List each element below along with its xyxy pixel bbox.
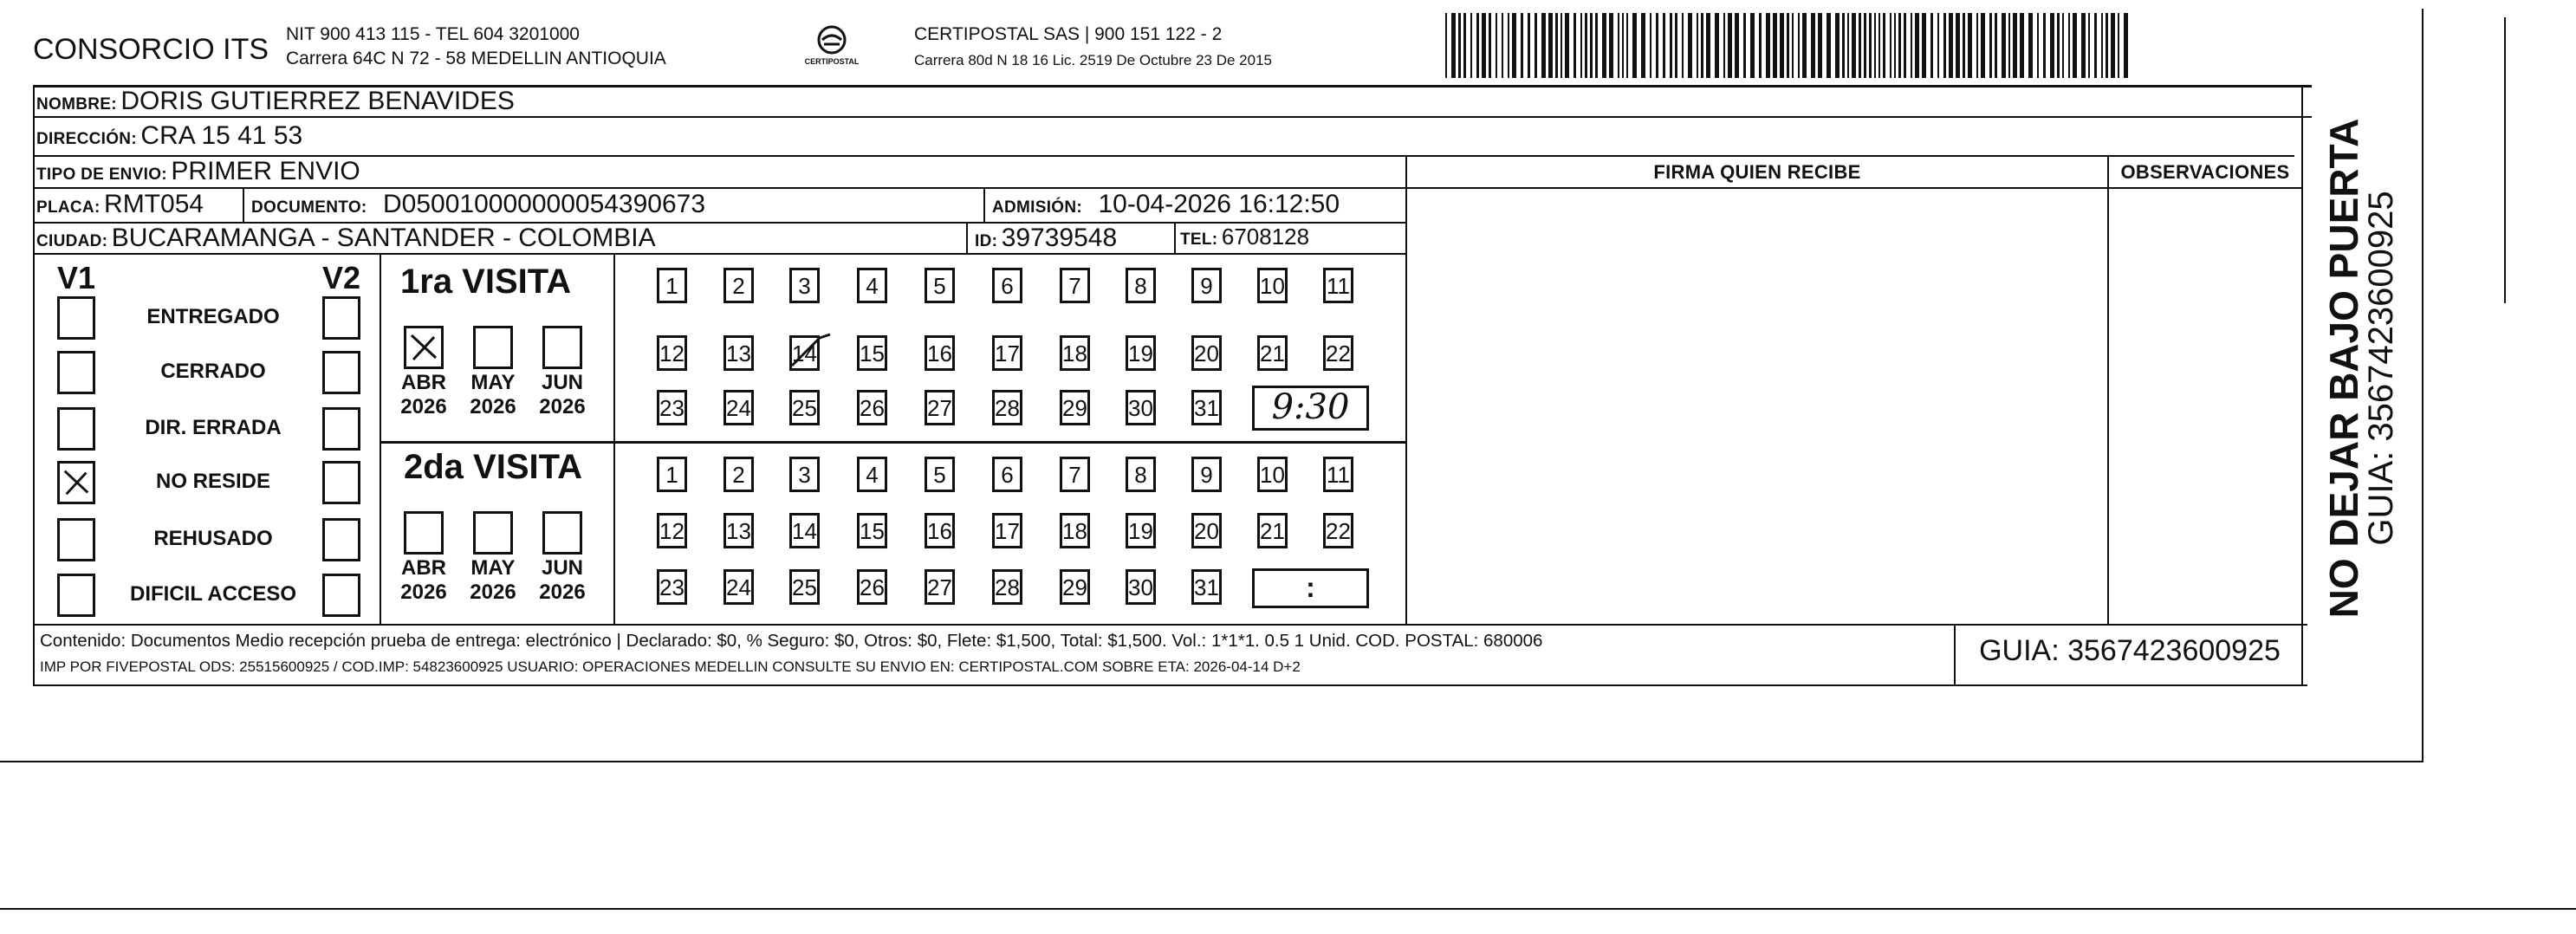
barcode-bar bbox=[1445, 13, 1447, 78]
barcode-bar bbox=[2106, 13, 2108, 78]
first-year-label: 2026 bbox=[400, 395, 447, 418]
second-visit-day[interactable]: 10 bbox=[1257, 457, 1288, 492]
firma-header: FIRMA QUIEN RECIBE bbox=[1653, 161, 1861, 183]
v1-checkbox[interactable] bbox=[57, 407, 95, 451]
barcode-bar bbox=[1750, 13, 1755, 78]
v2-checkbox[interactable] bbox=[322, 296, 360, 340]
v1-checkbox[interactable] bbox=[57, 574, 95, 617]
barcode-bar bbox=[1915, 13, 1919, 78]
barcode-bar bbox=[1811, 13, 1815, 78]
first-visit-day[interactable]: 19 bbox=[1126, 335, 1156, 371]
v1-checkbox[interactable] bbox=[57, 461, 95, 504]
id-label: ID: bbox=[975, 232, 998, 250]
first-year-label: 2026 bbox=[470, 395, 516, 418]
second-visit-day[interactable]: 31 bbox=[1191, 569, 1222, 605]
barcode-bar bbox=[1521, 13, 1523, 78]
first-visit-day[interactable]: 24 bbox=[723, 390, 754, 425]
barcode-bar bbox=[1890, 13, 1891, 78]
second-visit-day[interactable]: 20 bbox=[1191, 513, 1222, 548]
barcode-bar bbox=[1626, 13, 1628, 78]
barcode-bar bbox=[1943, 13, 1946, 78]
barcode-bar bbox=[1622, 13, 1624, 78]
direccion-label: DIRECCIÓN: bbox=[36, 130, 137, 148]
barcode-bar bbox=[1476, 13, 1479, 78]
barcode-bar bbox=[2073, 13, 2077, 78]
barcode-bar bbox=[1878, 13, 1880, 78]
barcode-bar bbox=[2008, 13, 2010, 78]
barcode-bar bbox=[1463, 13, 1466, 78]
barcode-bar bbox=[1852, 13, 1856, 78]
barcode-bar bbox=[1502, 13, 1503, 78]
barcode-bar bbox=[2037, 13, 2039, 78]
second-visit-day[interactable]: 8 bbox=[1126, 457, 1156, 492]
barcode-bar bbox=[1963, 13, 1965, 78]
barcode-bar bbox=[1728, 13, 1732, 78]
documento-row bbox=[251, 190, 705, 219]
barcode-bar bbox=[2020, 13, 2024, 78]
barcode-bar bbox=[1766, 13, 1770, 78]
second-month-checkbox[interactable] bbox=[404, 511, 444, 555]
second-visit-day[interactable]: 15 bbox=[857, 513, 887, 548]
barcode-bar bbox=[1759, 13, 1762, 78]
barcode-bar bbox=[1528, 13, 1530, 78]
barcode-bar bbox=[1883, 13, 1885, 78]
barcode-bar bbox=[1859, 13, 1861, 78]
barcode-bar bbox=[2002, 13, 2006, 78]
barcode-bar bbox=[1595, 13, 1598, 78]
barcode-bar bbox=[1602, 13, 1606, 78]
barcode-bar bbox=[1701, 13, 1703, 78]
first-visit-day[interactable]: 10 bbox=[1257, 268, 1288, 303]
second-year-label: 2026 bbox=[400, 581, 447, 604]
second-visit-day[interactable]: 30 bbox=[1126, 569, 1156, 605]
id-row bbox=[975, 224, 1117, 253]
status-option-label: NO RESIDE bbox=[155, 470, 271, 493]
barcode-bar bbox=[1590, 13, 1593, 78]
first-visit-time[interactable] bbox=[1252, 386, 1369, 431]
barcode-bar bbox=[1663, 13, 1665, 78]
second-visit-day[interactable]: 29 bbox=[1060, 569, 1090, 605]
nombre-label: NOMBRE: bbox=[36, 95, 117, 114]
check-mark-icon bbox=[406, 328, 441, 366]
second-visit-day[interactable]: 3 bbox=[789, 457, 820, 492]
barcode-bar bbox=[1574, 13, 1576, 78]
barcode-bar bbox=[1641, 13, 1645, 78]
barcode-bar bbox=[1894, 13, 1896, 78]
barcode-bar bbox=[2050, 13, 2054, 78]
first-visit-day[interactable]: 30 bbox=[1126, 390, 1156, 425]
first-visit-day[interactable]: 13 bbox=[723, 335, 754, 371]
second-visit-day[interactable]: 19 bbox=[1126, 513, 1156, 548]
barcode-bar bbox=[1956, 13, 1960, 78]
placa-value: RMT054 bbox=[104, 190, 204, 218]
barcode-bar bbox=[1697, 13, 1698, 78]
second-visit-day[interactable]: 5 bbox=[925, 457, 955, 492]
second-visit-day[interactable]: 23 bbox=[657, 569, 687, 605]
first-visit-day[interactable]: 20 bbox=[1191, 335, 1222, 371]
imp-text: IMP POR FIVEPOSTAL ODS: 25515600925 / COD.IMP: 54823600925 USUARIO: OPERACIONES MEDELLIN CONSULTE SU ENVIO EN: CERTIPOSTAL.COM SOBRE ETA: 2026-04-14 D+2 bbox=[40, 658, 1301, 675]
observaciones-header: OBSERVACIONES bbox=[2120, 161, 2290, 183]
first-visit-day[interactable]: 28 bbox=[992, 390, 1022, 425]
v1-checkbox[interactable] bbox=[57, 351, 95, 394]
tipo-row bbox=[36, 157, 360, 186]
second-visit-day[interactable]: 14 bbox=[789, 513, 820, 548]
barcode-bar bbox=[1555, 13, 1558, 78]
tipo-label: TIPO DE ENVIO: bbox=[36, 165, 167, 184]
status-option-label: DIFICIL ACCESO bbox=[129, 582, 296, 606]
barcode-bar bbox=[2057, 13, 2060, 78]
second-month-label: ABR bbox=[401, 556, 446, 580]
observaciones-area[interactable] bbox=[2110, 189, 2300, 622]
status-option-label: CERRADO bbox=[160, 360, 266, 383]
second-month-label: JUN bbox=[541, 556, 583, 580]
first-visit-day[interactable]: 31 bbox=[1191, 390, 1222, 425]
tel-row bbox=[1180, 224, 1309, 250]
id-value: 39739548 bbox=[1001, 224, 1118, 252]
barcode-bar bbox=[1968, 13, 1972, 78]
first-visit-day[interactable]: 12 bbox=[657, 335, 687, 371]
barcode-bar bbox=[1496, 13, 1497, 78]
first-month-checkbox[interactable] bbox=[542, 326, 582, 369]
barcode-bar bbox=[1743, 13, 1746, 78]
second-visit-time-value: : bbox=[1306, 572, 1315, 603]
v1-header: V1 bbox=[57, 260, 96, 295]
second-visit-title: 2da VISITA bbox=[404, 448, 582, 486]
barcode-bar bbox=[1470, 13, 1472, 78]
carrier-name: CERTIPOSTAL SAS | 900 151 122 - 2 bbox=[914, 24, 1223, 44]
barcode-bar bbox=[1995, 13, 1997, 78]
second-visit-day[interactable]: 2 bbox=[723, 457, 754, 492]
barcode-bar bbox=[1911, 13, 1912, 78]
barcode-bar bbox=[1976, 13, 1978, 78]
v1-checkbox[interactable] bbox=[57, 518, 95, 561]
barcode-bar bbox=[1827, 13, 1831, 78]
second-year-label: 2026 bbox=[539, 581, 586, 604]
second-visit-time[interactable] bbox=[1252, 568, 1369, 608]
first-visit-day[interactable]: 2 bbox=[723, 268, 754, 303]
second-visit-day[interactable]: 1 bbox=[657, 457, 687, 492]
nombre-value: DORIS GUTIERREZ BENAVIDES bbox=[120, 87, 515, 115]
second-visit-day[interactable]: 25 bbox=[789, 569, 820, 605]
first-year-label: 2026 bbox=[539, 395, 586, 418]
barcode-bar bbox=[1949, 13, 1953, 78]
barcode-bar bbox=[1898, 13, 1901, 78]
status-option-label: REHUSADO bbox=[153, 527, 273, 550]
barcode-bar bbox=[1735, 13, 1739, 78]
barcode-bar bbox=[1489, 13, 1491, 78]
direccion-row bbox=[36, 121, 302, 151]
second-visit-day[interactable]: 16 bbox=[925, 513, 955, 548]
direccion-value: CRA 15 41 53 bbox=[140, 121, 303, 150]
second-visit-day[interactable]: 27 bbox=[925, 569, 955, 605]
barcode-bar bbox=[2068, 13, 2070, 78]
tipo-value: PRIMER ENVIO bbox=[171, 157, 360, 185]
certipostal-logo bbox=[801, 23, 862, 75]
company-name: CONSORCIO ITS bbox=[33, 33, 269, 66]
v2-checkbox[interactable] bbox=[322, 518, 360, 561]
barcode-bar bbox=[1787, 13, 1789, 78]
first-visit-day[interactable]: 4 bbox=[857, 268, 887, 303]
first-month-checkbox[interactable] bbox=[404, 326, 444, 369]
tel-value: 6708128 bbox=[1221, 224, 1310, 250]
barcode-bar bbox=[1618, 13, 1619, 78]
ciudad-label: CIUDAD: bbox=[36, 232, 108, 250]
first-visit-day[interactable]: 3 bbox=[789, 268, 820, 303]
status-option-label: DIR. ERRADA bbox=[145, 416, 282, 439]
barcode-bar bbox=[2088, 13, 2090, 78]
barcode-bar bbox=[1792, 13, 1794, 78]
first-visit-day[interactable]: 14 bbox=[789, 335, 820, 371]
first-visit-day[interactable]: 21 bbox=[1257, 335, 1288, 371]
barcode-bar bbox=[1706, 13, 1710, 78]
first-visit-day[interactable]: 9 bbox=[1191, 268, 1222, 303]
second-month-checkbox[interactable] bbox=[473, 511, 513, 555]
first-visit-day[interactable]: 27 bbox=[925, 390, 955, 425]
barcode-bar bbox=[1798, 13, 1800, 78]
barcode-bar bbox=[1930, 13, 1933, 78]
barcode-bar bbox=[2124, 13, 2128, 78]
barcode-bar bbox=[1458, 13, 1461, 78]
first-visit-day[interactable]: 11 bbox=[1323, 268, 1353, 303]
ciudad-value: BUCARAMANGA - SANTANDER - COLOMBIA bbox=[111, 224, 656, 252]
barcode-bar bbox=[1580, 13, 1582, 78]
barcode-bar bbox=[1842, 13, 1845, 78]
placa-row bbox=[36, 190, 204, 219]
firma-area[interactable] bbox=[1408, 189, 2106, 622]
barcode-bar bbox=[1670, 13, 1672, 78]
v2-checkbox[interactable] bbox=[322, 407, 360, 451]
first-visit-day[interactable]: 29 bbox=[1060, 390, 1090, 425]
barcode-bar bbox=[1548, 13, 1553, 78]
barcode-bar bbox=[1981, 13, 1985, 78]
barcode-bar bbox=[1656, 13, 1658, 78]
tel-label: TEL: bbox=[1180, 230, 1218, 249]
barcode-bar bbox=[1715, 13, 1719, 78]
barcode-bar bbox=[1835, 13, 1840, 78]
barcode-bar bbox=[1585, 13, 1587, 78]
barcode-bar bbox=[2111, 13, 2115, 78]
barcode-bar bbox=[1508, 13, 1509, 78]
nombre-row bbox=[36, 87, 515, 116]
second-visit-day[interactable]: 6 bbox=[992, 457, 1022, 492]
barcode-bar bbox=[1451, 13, 1456, 78]
status-option-label: ENTREGADO bbox=[146, 305, 280, 328]
barcode-bar bbox=[1773, 13, 1777, 78]
second-visit-day[interactable]: 18 bbox=[1060, 513, 1090, 548]
barcode-bar bbox=[1688, 13, 1692, 78]
barcode-bar bbox=[1565, 13, 1569, 78]
carrier-address: Carrera 80d N 18 16 Lic. 2519 De Octubre 23 De 2015 bbox=[914, 52, 1272, 68]
first-visit-day[interactable]: 8 bbox=[1126, 268, 1156, 303]
barcode-bar bbox=[1541, 13, 1546, 78]
first-visit-day[interactable]: 1 bbox=[657, 268, 687, 303]
second-visit-day[interactable]: 9 bbox=[1191, 457, 1222, 492]
first-visit-day[interactable]: 5 bbox=[925, 268, 955, 303]
barcode-bar bbox=[1864, 13, 1866, 78]
barcode-bar bbox=[1937, 13, 1939, 78]
first-visit-title: 1ra VISITA bbox=[400, 263, 572, 301]
barcode-bar bbox=[1609, 13, 1613, 78]
barcode-bar bbox=[2062, 13, 2064, 78]
first-month-label: MAY bbox=[470, 371, 516, 394]
barcode-bar bbox=[2013, 13, 2017, 78]
side-warning: NO DEJAR BAJO PUERTA bbox=[2321, 118, 2366, 619]
v1-checkbox[interactable] bbox=[57, 296, 95, 340]
check-mark-icon bbox=[60, 464, 93, 502]
v2-checkbox[interactable] bbox=[322, 574, 360, 617]
barcode-bar bbox=[1512, 13, 1516, 78]
barcode-bar bbox=[1682, 13, 1684, 78]
second-visit-day[interactable]: 24 bbox=[723, 569, 754, 605]
second-visit-day[interactable]: 13 bbox=[723, 513, 754, 548]
first-month-checkbox[interactable] bbox=[473, 326, 513, 369]
barcode-bar bbox=[1818, 13, 1822, 78]
barcode-bar bbox=[1802, 13, 1807, 78]
second-visit-day[interactable]: 21 bbox=[1257, 513, 1288, 548]
v2-checkbox[interactable] bbox=[322, 461, 360, 504]
second-visit-day[interactable]: 26 bbox=[857, 569, 887, 605]
contenido-text: Contenido: Documentos Medio recepción prueba de entrega: electrónico | Declarado: $0, % Seguro: $0, Otros: $0, Flete: $1,500, Total: $1,500. Vol.: 1*1*1. 0.5 1 Unid. COD. POSTAL: 680006 bbox=[40, 631, 1543, 651]
second-visit-day[interactable]: 22 bbox=[1323, 513, 1353, 548]
admision-row bbox=[992, 190, 1340, 219]
barcode-bar bbox=[1675, 13, 1677, 78]
barcode-bar bbox=[1650, 13, 1651, 78]
barcode-bar bbox=[2094, 13, 2097, 78]
admision-label: ADMISIÓN: bbox=[992, 198, 1083, 217]
first-visit-time-value: 9:30 bbox=[1271, 387, 1350, 427]
second-month-label: MAY bbox=[470, 556, 516, 580]
first-month-label: JUN bbox=[541, 371, 583, 394]
barcode-bar bbox=[1780, 13, 1784, 78]
second-visit-day[interactable]: 4 bbox=[857, 457, 887, 492]
documento-label: DOCUMENTO: bbox=[251, 198, 367, 217]
first-month-label: ABR bbox=[401, 371, 446, 394]
company-nit: NIT 900 413 115 - TEL 604 3201000 bbox=[286, 24, 580, 44]
documento-value: D050010000000054390673 bbox=[383, 190, 706, 218]
v2-header: V2 bbox=[322, 260, 361, 295]
barcode-bar bbox=[1989, 13, 1992, 78]
company-address: Carrera 64C N 72 - 58 MEDELLIN ANTIOQUIA bbox=[286, 49, 666, 68]
first-visit-day[interactable]: 22 bbox=[1323, 335, 1353, 371]
second-year-label: 2026 bbox=[470, 581, 516, 604]
barcode-bar bbox=[1904, 13, 1906, 78]
barcode-bar bbox=[1632, 13, 1637, 78]
first-visit-day[interactable]: 16 bbox=[925, 335, 955, 371]
first-visit-day[interactable]: 26 bbox=[857, 390, 887, 425]
second-visit-day[interactable]: 12 bbox=[657, 513, 687, 548]
first-visit-day[interactable]: 25 bbox=[789, 390, 820, 425]
barcode-bar bbox=[1535, 13, 1537, 78]
second-visit-day[interactable]: 28 bbox=[992, 569, 1022, 605]
first-visit-day[interactable]: 15 bbox=[857, 335, 887, 371]
first-visit-day[interactable]: 17 bbox=[992, 335, 1022, 371]
barcode-bar bbox=[1723, 13, 1725, 78]
second-visit-day[interactable]: 17 bbox=[992, 513, 1022, 548]
first-visit-day[interactable]: 7 bbox=[1060, 268, 1090, 303]
day-mark-icon bbox=[785, 331, 837, 374]
first-visit-day[interactable]: 18 bbox=[1060, 335, 1090, 371]
barcode-bar bbox=[1874, 13, 1876, 78]
barcode-bar bbox=[2101, 13, 2103, 78]
v2-checkbox[interactable] bbox=[322, 351, 360, 394]
barcode-bar bbox=[2043, 13, 2046, 78]
barcode bbox=[1445, 13, 2133, 78]
barcode-bar bbox=[2118, 13, 2119, 78]
certipostal-logo-icon bbox=[801, 23, 862, 75]
side-guia: GUIA: 3567423600925 bbox=[2362, 191, 2400, 546]
barcode-bar bbox=[1561, 13, 1562, 78]
barcode-bar bbox=[1482, 13, 1486, 78]
second-visit-day[interactable]: 11 bbox=[1323, 457, 1353, 492]
barcode-bar bbox=[2081, 13, 2086, 78]
first-visit-day[interactable]: 6 bbox=[992, 268, 1022, 303]
placa-label: PLACA: bbox=[36, 198, 101, 217]
ciudad-row bbox=[36, 224, 656, 253]
footer-guia: GUIA: 3567423600925 bbox=[1979, 634, 2281, 667]
barcode-bar bbox=[1847, 13, 1849, 78]
barcode-bar bbox=[1869, 13, 1872, 78]
second-visit-day[interactable]: 7 bbox=[1060, 457, 1090, 492]
admision-value: 10-04-2026 16:12:50 bbox=[1098, 190, 1340, 218]
second-month-checkbox[interactable] bbox=[542, 511, 582, 555]
logo-text: CERTIPOSTAL bbox=[804, 57, 860, 66]
barcode-bar bbox=[1922, 13, 1926, 78]
barcode-bar bbox=[2028, 13, 2033, 78]
first-visit-day[interactable]: 23 bbox=[657, 390, 687, 425]
